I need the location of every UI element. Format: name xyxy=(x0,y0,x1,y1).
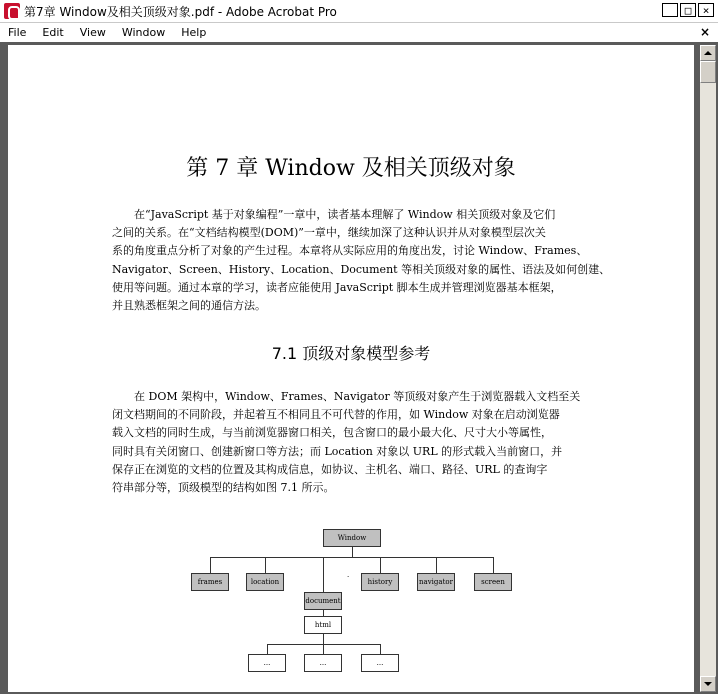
connector xyxy=(380,557,381,573)
diagram-node-document: document xyxy=(304,592,342,610)
title-bar xyxy=(0,0,718,23)
diagram-node-window: Window xyxy=(323,529,381,547)
text-line: 使用等问题。通过本章的学习，读者应能使用 JavaScript 脚本生成并管理浏览器基本框架， xyxy=(112,280,562,294)
connector xyxy=(265,557,266,573)
maximize-button[interactable]: □ xyxy=(680,3,696,17)
text-line: 并且熟悉框架之间的通信方法。 xyxy=(112,299,266,313)
text-line: Navigator、Screen、History、Location、Document 等相关顶级对象的属性、语法及如何创建、 xyxy=(112,262,611,276)
text-line: 在“JavaScript 基于对象编程”一章中，读者基本理解了 Window 相关顶级对象及它们 xyxy=(134,208,556,221)
vertical-scrollbar[interactable] xyxy=(700,45,716,692)
text-line: 闭文档期间的不同阶段，并起着互不相同且不可代替的作用，如 Window 对象在启动浏览器 xyxy=(112,408,560,422)
menu-edit[interactable]: Edit xyxy=(42,26,64,39)
close-button[interactable]: × xyxy=(698,3,714,17)
text-line: 系的角度重点分析了对象的产生过程。本章将从实际应用的角度出发，讨论 Window、Frames、 xyxy=(112,244,588,258)
diagram-node-html: html xyxy=(304,616,342,634)
connector xyxy=(323,644,324,654)
chapter-title: 第 7 章 Window 及相关顶级对象 xyxy=(186,156,516,181)
scroll-up-button[interactable] xyxy=(700,45,716,61)
menu-help[interactable]: Help xyxy=(181,26,207,39)
section-title: 7.1 顶级对象模型参考 xyxy=(271,344,431,363)
diagram-node-navigator: navigator xyxy=(417,573,455,591)
connector xyxy=(323,634,324,644)
connector xyxy=(352,547,353,557)
menu-bar xyxy=(0,23,718,42)
diagram-node-leaf: ... xyxy=(248,654,286,672)
diagram-node-history: history xyxy=(361,573,399,591)
window-controls xyxy=(662,3,714,17)
connector xyxy=(210,557,211,573)
diagram-node-screen: screen xyxy=(474,573,512,591)
connector xyxy=(380,644,381,654)
menu-view[interactable]: View xyxy=(79,26,106,39)
pdf-page xyxy=(8,45,694,692)
arrow-up-icon xyxy=(704,51,712,55)
menu-window[interactable]: Window xyxy=(121,26,166,39)
diagram-node-leaf: ... xyxy=(361,654,399,672)
scroll-thumb[interactable] xyxy=(700,61,716,83)
diagram-node-frames: frames xyxy=(191,573,229,591)
connector xyxy=(436,557,437,573)
connector xyxy=(493,557,494,573)
document-viewport xyxy=(0,42,718,694)
connector xyxy=(323,557,324,592)
text-line: 保存正在浏览的文档的位置及其构成信息，如协议、主机名、端口、路径、URL 的查询字 xyxy=(112,462,548,476)
diagram-node-location: location xyxy=(246,573,284,591)
diagram-dot: . xyxy=(347,571,350,579)
window-title: 第7章 Window及相关顶级对象.pdf - Adobe Acrobat Pro xyxy=(24,4,337,19)
document-close-icon[interactable]: × xyxy=(699,25,710,39)
text-line: 在 DOM 架构中，Window、Frames、Navigator 等顶级对象产生于浏览器载入文档至关 xyxy=(134,390,581,403)
text-line: 载入文档的同时生成，与当前浏览器窗口相关，包含窗口的最小最大化、尺寸大小等属性， xyxy=(112,426,552,440)
menu-file[interactable]: File xyxy=(8,26,27,39)
text-line: 同时具有关闭窗口、创建新窗口等方法；而 Location 对象以 URL 的形式载入当前窗口，并 xyxy=(112,444,563,458)
section-paragraph xyxy=(112,388,592,497)
diagram-node-leaf: ... xyxy=(304,654,342,672)
arrow-down-icon xyxy=(704,682,712,686)
connector xyxy=(210,557,493,558)
scroll-down-button[interactable] xyxy=(700,676,716,692)
text-line: 之间的关系。在“文档结构模型(DOM)”一章中，继续加深了这种认识并从对象模型层次关 xyxy=(112,226,546,240)
object-model-diagram xyxy=(188,526,518,692)
intro-paragraph xyxy=(112,206,611,315)
minimize-button[interactable]: _ xyxy=(662,3,678,17)
acrobat-icon[interactable] xyxy=(4,3,20,19)
text-line: 符串部分等，顶级模型的结构如图 7.1 所示。 xyxy=(112,481,335,495)
connector xyxy=(267,644,268,654)
